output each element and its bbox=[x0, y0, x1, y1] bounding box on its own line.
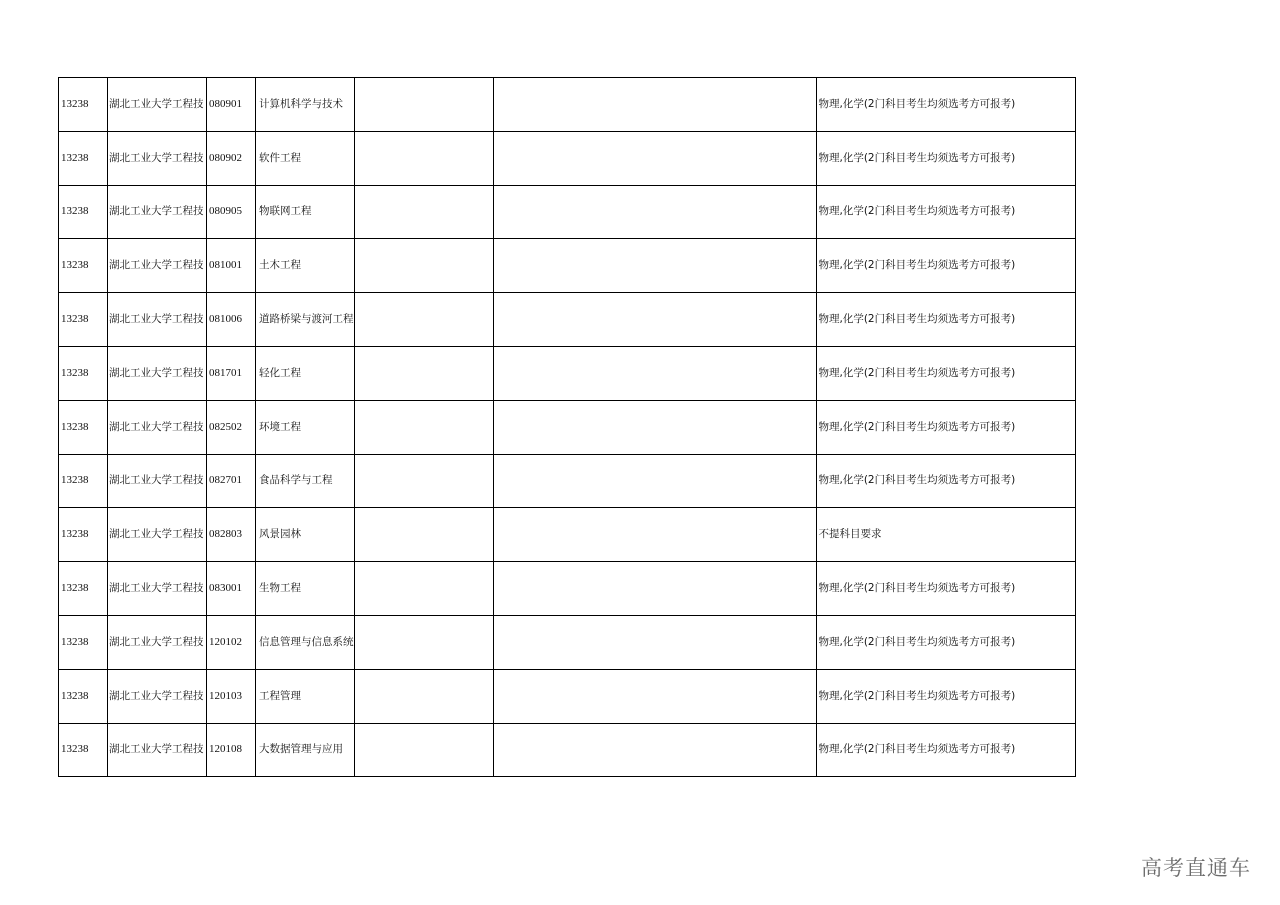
blank-cell-5 bbox=[354, 615, 493, 669]
blank-cell-6 bbox=[493, 454, 816, 508]
institution-code-cell: 13238 bbox=[59, 400, 108, 454]
subject-requirement-cell: 物理,化学(2门科目考生均须选考方可报考) bbox=[816, 239, 1075, 293]
major-code-cell: 082701 bbox=[207, 454, 256, 508]
blank-cell-5 bbox=[354, 508, 493, 562]
major-name-cell: 土木工程 bbox=[256, 239, 355, 293]
institution-code-cell: 13238 bbox=[59, 185, 108, 239]
major-code-cell: 081701 bbox=[207, 346, 256, 400]
institution-name-cell: 湖北工业大学工程技 bbox=[108, 78, 207, 132]
institution-code-cell: 13238 bbox=[59, 346, 108, 400]
subject-requirement-cell: 物理,化学(2门科目考生均须选考方可报考) bbox=[816, 293, 1075, 347]
institution-code-cell: 13238 bbox=[59, 615, 108, 669]
blank-cell-5 bbox=[354, 669, 493, 723]
institution-code-cell: 13238 bbox=[59, 454, 108, 508]
blank-cell-5 bbox=[354, 78, 493, 132]
institution-code-cell: 13238 bbox=[59, 131, 108, 185]
institution-name-cell: 湖北工业大学工程技 bbox=[108, 400, 207, 454]
institution-name-cell: 湖北工业大学工程技 bbox=[108, 346, 207, 400]
major-name-cell: 信息管理与信息系统 bbox=[256, 615, 355, 669]
subject-requirement-cell: 物理,化学(2门科目考生均须选考方可报考) bbox=[816, 78, 1075, 132]
major-code-cell: 120102 bbox=[207, 615, 256, 669]
major-code-cell: 120103 bbox=[207, 669, 256, 723]
major-code-cell: 080901 bbox=[207, 78, 256, 132]
institution-name-cell: 湖北工业大学工程技 bbox=[108, 293, 207, 347]
institution-name-cell: 湖北工业大学工程技 bbox=[108, 562, 207, 616]
subject-requirements-table bbox=[58, 77, 1076, 777]
blank-cell-6 bbox=[493, 185, 816, 239]
blank-cell-6 bbox=[493, 293, 816, 347]
institution-code-cell: 13238 bbox=[59, 723, 108, 777]
institution-name-cell: 湖北工业大学工程技 bbox=[108, 185, 207, 239]
table-row bbox=[59, 669, 1076, 723]
major-name-cell: 物联网工程 bbox=[256, 185, 355, 239]
subject-requirement-cell: 物理,化学(2门科目考生均须选考方可报考) bbox=[816, 185, 1075, 239]
table-row bbox=[59, 723, 1076, 777]
table-row bbox=[59, 185, 1076, 239]
blank-cell-5 bbox=[354, 454, 493, 508]
major-name-cell: 工程管理 bbox=[256, 669, 355, 723]
subject-requirement-cell: 物理,化学(2门科目考生均须选考方可报考) bbox=[816, 615, 1075, 669]
blank-cell-6 bbox=[493, 723, 816, 777]
institution-code-cell: 13238 bbox=[59, 293, 108, 347]
major-name-cell: 软件工程 bbox=[256, 131, 355, 185]
blank-cell-6 bbox=[493, 131, 816, 185]
table-row bbox=[59, 454, 1076, 508]
table-row bbox=[59, 346, 1076, 400]
table-row bbox=[59, 562, 1076, 616]
major-name-cell: 生物工程 bbox=[256, 562, 355, 616]
blank-cell-5 bbox=[354, 131, 493, 185]
major-code-cell: 081001 bbox=[207, 239, 256, 293]
major-name-cell: 道路桥梁与渡河工程 bbox=[256, 293, 355, 347]
watermark-logo-text: 高考直通车 bbox=[1141, 856, 1251, 880]
major-name-cell: 环境工程 bbox=[256, 400, 355, 454]
major-name-cell: 轻化工程 bbox=[256, 346, 355, 400]
blank-cell-5 bbox=[354, 185, 493, 239]
subject-requirement-cell: 物理,化学(2门科目考生均须选考方可报考) bbox=[816, 723, 1075, 777]
blank-cell-6 bbox=[493, 615, 816, 669]
subject-requirement-cell: 物理,化学(2门科目考生均须选考方可报考) bbox=[816, 562, 1075, 616]
institution-code-cell: 13238 bbox=[59, 508, 108, 562]
blank-cell-6 bbox=[493, 562, 816, 616]
subject-requirement-cell: 物理,化学(2门科目考生均须选考方可报考) bbox=[816, 454, 1075, 508]
major-name-cell: 计算机科学与技术 bbox=[256, 78, 355, 132]
table-row bbox=[59, 78, 1076, 132]
major-code-cell: 082502 bbox=[207, 400, 256, 454]
blank-cell-6 bbox=[493, 346, 816, 400]
subject-requirement-cell: 不提科目要求 bbox=[816, 508, 1075, 562]
subject-requirement-cell: 物理,化学(2门科目考生均须选考方可报考) bbox=[816, 400, 1075, 454]
institution-name-cell: 湖北工业大学工程技 bbox=[108, 669, 207, 723]
institution-name-cell: 湖北工业大学工程技 bbox=[108, 723, 207, 777]
blank-cell-5 bbox=[354, 346, 493, 400]
major-code-cell: 083001 bbox=[207, 562, 256, 616]
institution-name-cell: 湖北工业大学工程技 bbox=[108, 454, 207, 508]
major-name-cell: 大数据管理与应用 bbox=[256, 723, 355, 777]
table-body bbox=[59, 78, 1076, 777]
table-row bbox=[59, 131, 1076, 185]
blank-cell-5 bbox=[354, 562, 493, 616]
major-code-cell: 120108 bbox=[207, 723, 256, 777]
major-code-cell: 082803 bbox=[207, 508, 256, 562]
institution-name-cell: 湖北工业大学工程技 bbox=[108, 131, 207, 185]
subject-requirement-cell: 物理,化学(2门科目考生均须选考方可报考) bbox=[816, 131, 1075, 185]
blank-cell-6 bbox=[493, 669, 816, 723]
table-row bbox=[59, 508, 1076, 562]
blank-cell-5 bbox=[354, 293, 493, 347]
institution-name-cell: 湖北工业大学工程技 bbox=[108, 508, 207, 562]
subject-requirement-cell: 物理,化学(2门科目考生均须选考方可报考) bbox=[816, 346, 1075, 400]
institution-name-cell: 湖北工业大学工程技 bbox=[108, 615, 207, 669]
major-code-cell: 080902 bbox=[207, 131, 256, 185]
table-row bbox=[59, 239, 1076, 293]
blank-cell-5 bbox=[354, 239, 493, 293]
major-code-cell: 080905 bbox=[207, 185, 256, 239]
major-code-cell: 081006 bbox=[207, 293, 256, 347]
major-name-cell: 食品科学与工程 bbox=[256, 454, 355, 508]
blank-cell-6 bbox=[493, 78, 816, 132]
institution-code-cell: 13238 bbox=[59, 78, 108, 132]
table-row bbox=[59, 293, 1076, 347]
table-row bbox=[59, 400, 1076, 454]
institution-name-cell: 湖北工业大学工程技 bbox=[108, 239, 207, 293]
blank-cell-6 bbox=[493, 239, 816, 293]
table-row bbox=[59, 615, 1076, 669]
institution-code-cell: 13238 bbox=[59, 562, 108, 616]
subject-requirement-cell: 物理,化学(2门科目考生均须选考方可报考) bbox=[816, 669, 1075, 723]
major-name-cell: 风景园林 bbox=[256, 508, 355, 562]
blank-cell-6 bbox=[493, 400, 816, 454]
institution-code-cell: 13238 bbox=[59, 669, 108, 723]
blank-cell-6 bbox=[493, 508, 816, 562]
blank-cell-5 bbox=[354, 400, 493, 454]
blank-cell-5 bbox=[354, 723, 493, 777]
institution-code-cell: 13238 bbox=[59, 239, 108, 293]
